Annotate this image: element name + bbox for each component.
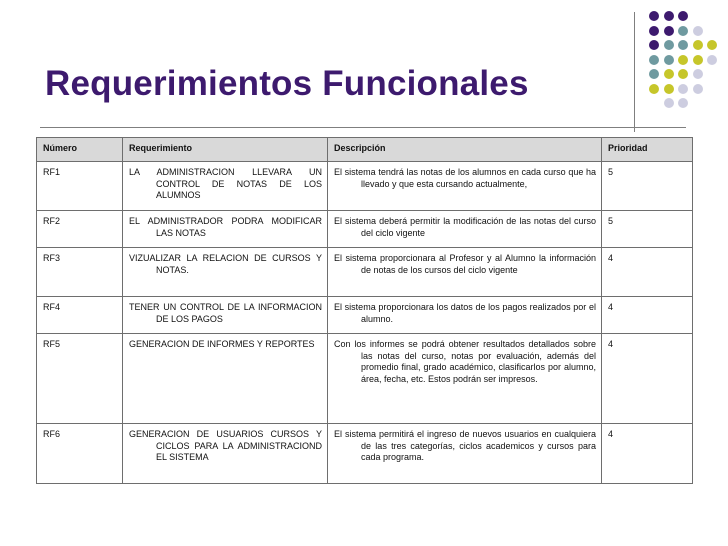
requirement-text: TENER UN CONTROL DE LA INFORMACION DE LOS PAGOS [129, 302, 322, 324]
cell-description [328, 334, 602, 424]
decorative-dot [707, 55, 717, 65]
cell-requirement [123, 424, 328, 484]
cell-id: RF2 [37, 211, 123, 248]
decorative-dot [664, 84, 674, 94]
decorative-dot [693, 69, 703, 79]
decorative-dot [693, 26, 703, 36]
decorative-dot [649, 84, 659, 94]
cell-priority: 4 [602, 334, 693, 424]
decorative-dot [649, 69, 659, 79]
decorative-dot [678, 69, 688, 79]
header-descripcion: Descripción [328, 138, 602, 162]
table-row [37, 162, 693, 211]
header-numero: Número [37, 138, 123, 162]
decorative-dot [664, 69, 674, 79]
cell-id: RF5 [37, 334, 123, 424]
description-text: El sistema permitirá el ingreso de nuevos usuarios en cualquiera de las tres categorías, ciclos academicos y cursos para cada programa. [334, 429, 596, 463]
cell-description [328, 424, 602, 484]
decorative-dot [649, 55, 659, 65]
decorative-dot [693, 84, 703, 94]
requirement-text: GENERACION DE USUARIOS CURSOS Y CICLOS PARA LA ADMINISTRACIOND EL SISTEMA [129, 429, 322, 463]
header-requerimiento: Requerimiento [123, 138, 328, 162]
decorative-dot [649, 11, 659, 21]
description-text: El sistema deberá permitir la modificación de las notas del curso del ciclo vigente [334, 216, 596, 238]
cell-id: RF6 [37, 424, 123, 484]
requirement-text: LA ADMINISTRACION LLEVARA UN CONTROL DE NOTAS DE LOS ALUMNOS [129, 167, 322, 201]
cell-requirement [123, 162, 328, 211]
cell-requirement [123, 211, 328, 248]
decorative-dot [649, 40, 659, 50]
requirement-text: VIZUALIZAR LA RELACION DE CURSOS Y NOTAS. [129, 253, 322, 275]
cell-description [328, 297, 602, 334]
decorative-dot [678, 84, 688, 94]
header-prioridad: Prioridad [602, 138, 693, 162]
decorative-dot [664, 98, 674, 108]
horizontal-divider [40, 127, 686, 128]
table-row [37, 297, 693, 334]
cell-description [328, 248, 602, 297]
cell-priority: 4 [602, 297, 693, 334]
table-header-row [37, 138, 693, 162]
cell-priority: 4 [602, 248, 693, 297]
cell-id: RF1 [37, 162, 123, 211]
table-row [37, 424, 693, 484]
description-text: El sistema proporcionara los datos de los pagos realizados por el alumno. [334, 302, 596, 324]
cell-description [328, 211, 602, 248]
table-row [37, 248, 693, 297]
requirements-table [36, 137, 693, 484]
cell-priority: 5 [602, 162, 693, 211]
decorative-dot [649, 26, 659, 36]
vertical-divider [634, 12, 635, 132]
cell-requirement [123, 334, 328, 424]
decorative-dot [693, 40, 703, 50]
description-text: Con los informes se podrá obtener resultados detallados sobre las notas del curso, notas por evaluación, además del promedio final, grado académico, clasificarlos por alumno, área, fecha, etc. Estos podrán ser impresos. [334, 339, 596, 384]
description-text: El sistema tendrá las notas de los alumnos en cada curso que ha llevado y que esta cursando actualmente, [334, 167, 596, 189]
decorative-dot [678, 40, 688, 50]
decorative-dot [707, 40, 717, 50]
table-row [37, 334, 693, 424]
cell-id: RF4 [37, 297, 123, 334]
decorative-dot [664, 11, 674, 21]
decorative-dot [664, 40, 674, 50]
decorative-dot [678, 98, 688, 108]
decorative-dot [664, 55, 674, 65]
decorative-dot [678, 11, 688, 21]
requirement-text: GENERACION DE INFORMES Y REPORTES [129, 339, 315, 349]
cell-requirement [123, 297, 328, 334]
requirement-text: EL ADMINISTRADOR PODRA MODIFICAR LAS NOTAS [129, 216, 322, 238]
cell-description [328, 162, 602, 211]
cell-priority: 5 [602, 211, 693, 248]
cell-requirement [123, 248, 328, 297]
decorative-dot [678, 26, 688, 36]
cell-priority: 4 [602, 424, 693, 484]
description-text: El sistema proporcionara al Profesor y al Alumno la información de notas de los cursos del ciclo vigente [334, 253, 596, 275]
cell-id: RF3 [37, 248, 123, 297]
table-row [37, 211, 693, 248]
decorative-dot [693, 55, 703, 65]
decorative-dot [678, 55, 688, 65]
decorative-dot [664, 26, 674, 36]
slide-title: Requerimientos Funcionales [45, 64, 529, 103]
